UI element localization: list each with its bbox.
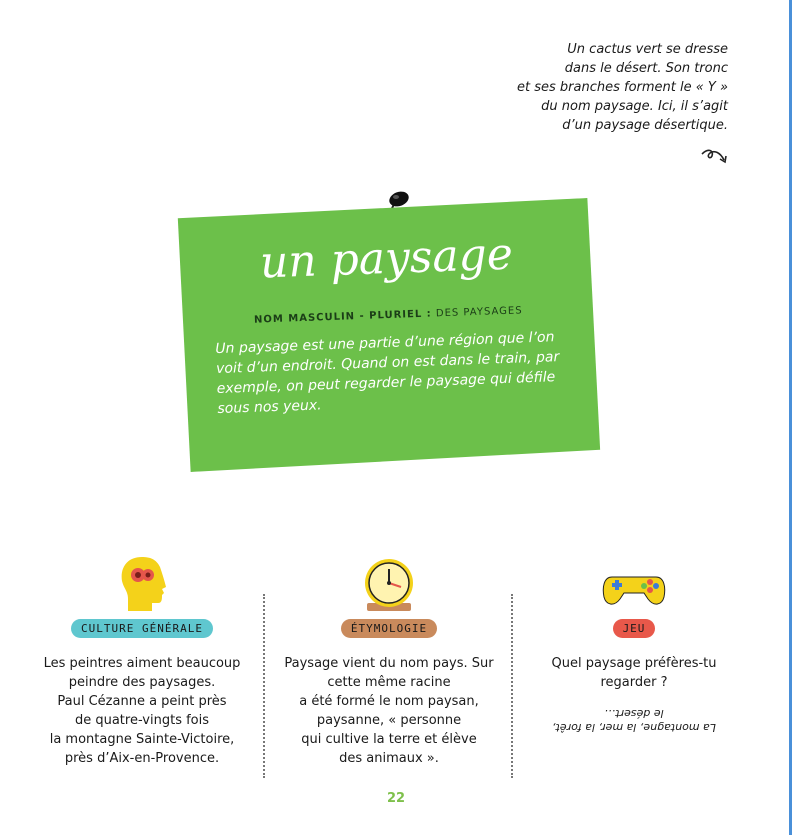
caption-line: du nom paysage. Ici, il s’agit xyxy=(541,99,728,114)
head-brain-icon xyxy=(112,553,172,613)
etymologie-line: paysanne, « personne xyxy=(316,713,462,728)
culture-line: de quatre-vingts fois xyxy=(74,713,210,728)
definition-text xyxy=(215,327,573,419)
culture-line: Paul Cézanne a peint près xyxy=(57,694,227,709)
jeu-line: Quel paysage préfères-tu xyxy=(551,656,717,671)
jeu-answer-line: La montagne, la mer, la forêt, xyxy=(552,721,716,734)
jeu-question xyxy=(516,654,752,692)
culture-line: la montagne Sainte-Victoire, xyxy=(49,732,235,747)
jeu-answer-upside-down xyxy=(516,706,752,734)
etymologie-line: Paysage vient du nom pays. Sur xyxy=(284,656,494,671)
culture-text xyxy=(24,654,260,768)
definition-line: sous nos yeux. xyxy=(217,397,322,418)
caption-line: d’un paysage désertique. xyxy=(562,118,728,133)
page-number: 22 xyxy=(386,791,406,806)
grammar-plural: DES PAYSAGES xyxy=(435,305,523,320)
entry-word: un paysage xyxy=(259,228,514,289)
jeu-line: regarder ? xyxy=(600,675,668,690)
etymologie-line: a été formé le nom paysan, xyxy=(299,694,479,709)
grammar-label: NOM MASCULIN - PLURIEL : xyxy=(253,308,432,326)
etymologie-line: cette même racine xyxy=(327,675,451,690)
etymologie-label: ÉTYMOLOGIE xyxy=(341,619,437,638)
etymologie-line: qui cultive la terre et élève xyxy=(301,732,477,747)
caption-line: et ses branches forment le « Y » xyxy=(517,80,728,95)
jeu-label: JEU xyxy=(613,619,656,638)
culture-line: peindre des paysages. xyxy=(68,675,216,690)
etymologie-column xyxy=(271,553,507,768)
definition-line: voit d’un endroit. Quand on est dans le train, par xyxy=(215,349,560,378)
culture-label: CULTURE GÉNÉRALE xyxy=(71,619,213,638)
definition-card xyxy=(176,198,603,472)
column-divider xyxy=(511,594,513,778)
jeu-answer-line: le désert… xyxy=(604,707,664,720)
clock-icon xyxy=(359,553,419,613)
culture-line: Les peintres aiment beaucoup xyxy=(43,656,241,671)
caption-line: Un cactus vert se dresse xyxy=(567,42,728,57)
cactus-caption xyxy=(408,40,728,135)
caption-line: dans le désert. Son tronc xyxy=(564,61,728,76)
column-divider xyxy=(263,594,265,778)
etymologie-line: des animaux ». xyxy=(339,751,439,766)
jeu-column xyxy=(516,553,752,734)
culture-line: près d’Aix-en-Provence. xyxy=(64,751,220,766)
definition-line: Un paysage est une partie d’une région que l’on xyxy=(215,329,555,358)
definition-line: exemple, on peut regarder le paysage qui défile xyxy=(216,369,556,398)
gamepad-icon xyxy=(598,553,670,613)
etymologie-text xyxy=(271,654,507,768)
culture-column xyxy=(24,553,260,768)
curly-arrow-icon xyxy=(700,146,732,172)
